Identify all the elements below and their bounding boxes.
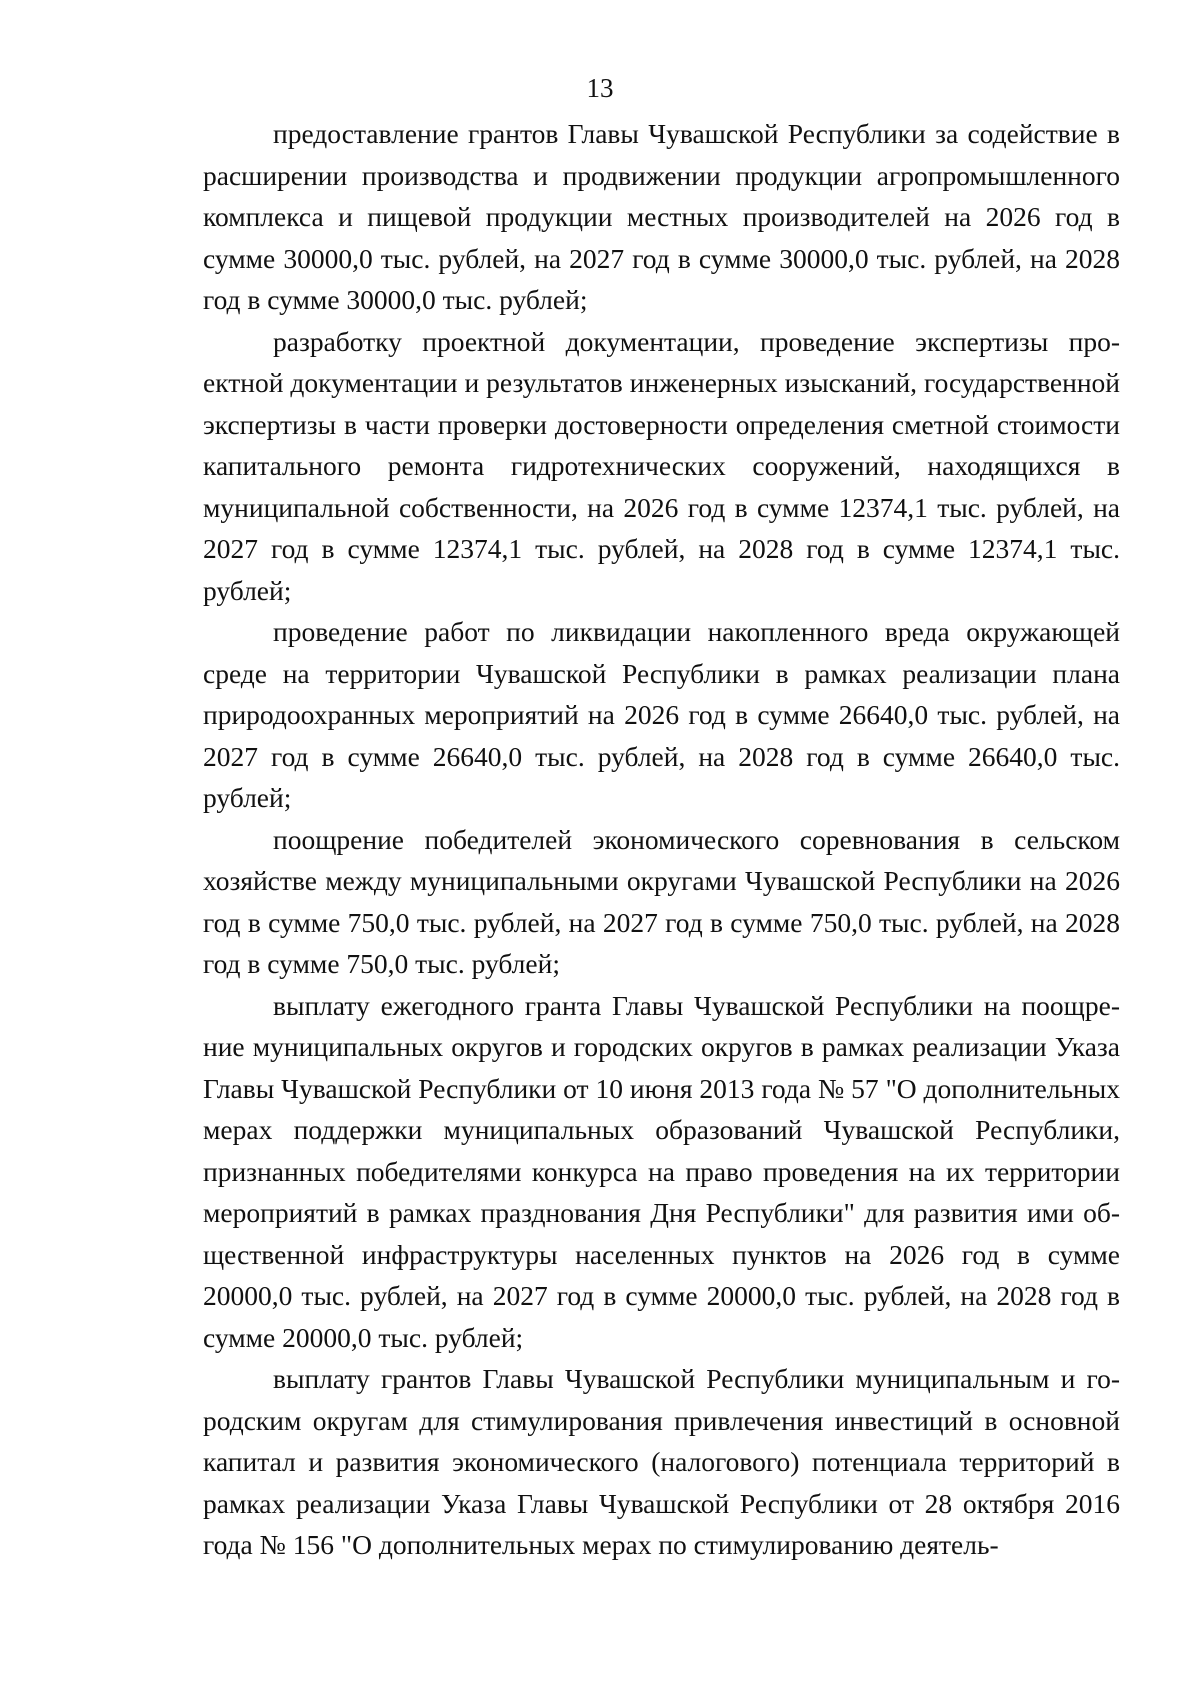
paragraph-agro-competition: поощрение победителей экономического соревнования в сельском хозяйстве между муниципальными округами Чувашской Республики на 2026 год в сумме 750,0 тыс. рублей, на 2027 год в сумме 750,0 тыс. рублей, на 2028 год в сумме 750,0 тыс. рублей; — [203, 823, 1120, 979]
paragraph-grants-agro: предоставление грантов Главы Чувашской Республики за содействие в расширении производства и продвижении продукции агропромышленного комплекса и пищевой продукции местных производителей на 2026 год в сумме 30000,0 тыс. рублей, на 2027 год в сумме 30000,0 тыс. рублей, на 2028 год в сумме 30000,0 тыс. рублей; — [203, 118, 1120, 315]
document-body — [203, 113, 1120, 1566]
paragraph-investment-grants: выплату грантов Главы Чувашской Республики муниципальным и городским округам для стимулирования привлечения инвестиций в основной капитал и развития экономического (налогового) потенциала территорий в рамках реализации Указа Главы Чувашской Республики от 28 октября 2016 года № 156 "О дополнительных мерах по стимулированию деятель- — [203, 1363, 1120, 1560]
paragraph-annual-grant: выплату ежегодного гранта Главы Чувашской Республики на поощрение муниципальных округов и городских округов в рамках реализации Указа Главы Чувашской Республики от 10 июня 2013 года № 57 "О дополнительных мерах поддержки муниципальных образований Чувашской Республики, признанных победителями конкурса на право проведения на их территории мероприятий в рамках празднования Дня Республики" для развития ими общественной инфраструктуры населенных пунктов на 2026 год в сумме 20000,0 тыс. рублей, на 2027 год в сумме 20000,0 тыс. рублей, на 2028 год в сумме 20000,0 тыс. рублей; — [203, 989, 1120, 1353]
page-number: 13 — [586, 73, 614, 103]
paragraph-environmental-damage: проведение работ по ликвидации накопленного вреда окружающей среде на территории Чувашской Республики в рамках реализации плана природоохранных мероприятий на 2026 год в сумме 26640,0 тыс. рублей, на 2027 год в сумме 26640,0 тыс. рублей, на 2028 год в сумме 26640,0 тыс. рублей; — [203, 616, 1120, 813]
paragraph-project-documentation: разработку проектной документации, проведение экспертизы проектной документации и результатов инженерных изысканий, государственной экспертизы в части проверки достоверности определения сметной стоимости капитального ремонта гидротехнических сооружений, находящихся в муниципальной собственности, на 2026 год в сумме 12374,1 тыс. рублей, на 2027 год в сумме 12374,1 тыс. рублей, на 2028 год в сумме 12374,1 тыс. рублей; — [203, 325, 1120, 606]
